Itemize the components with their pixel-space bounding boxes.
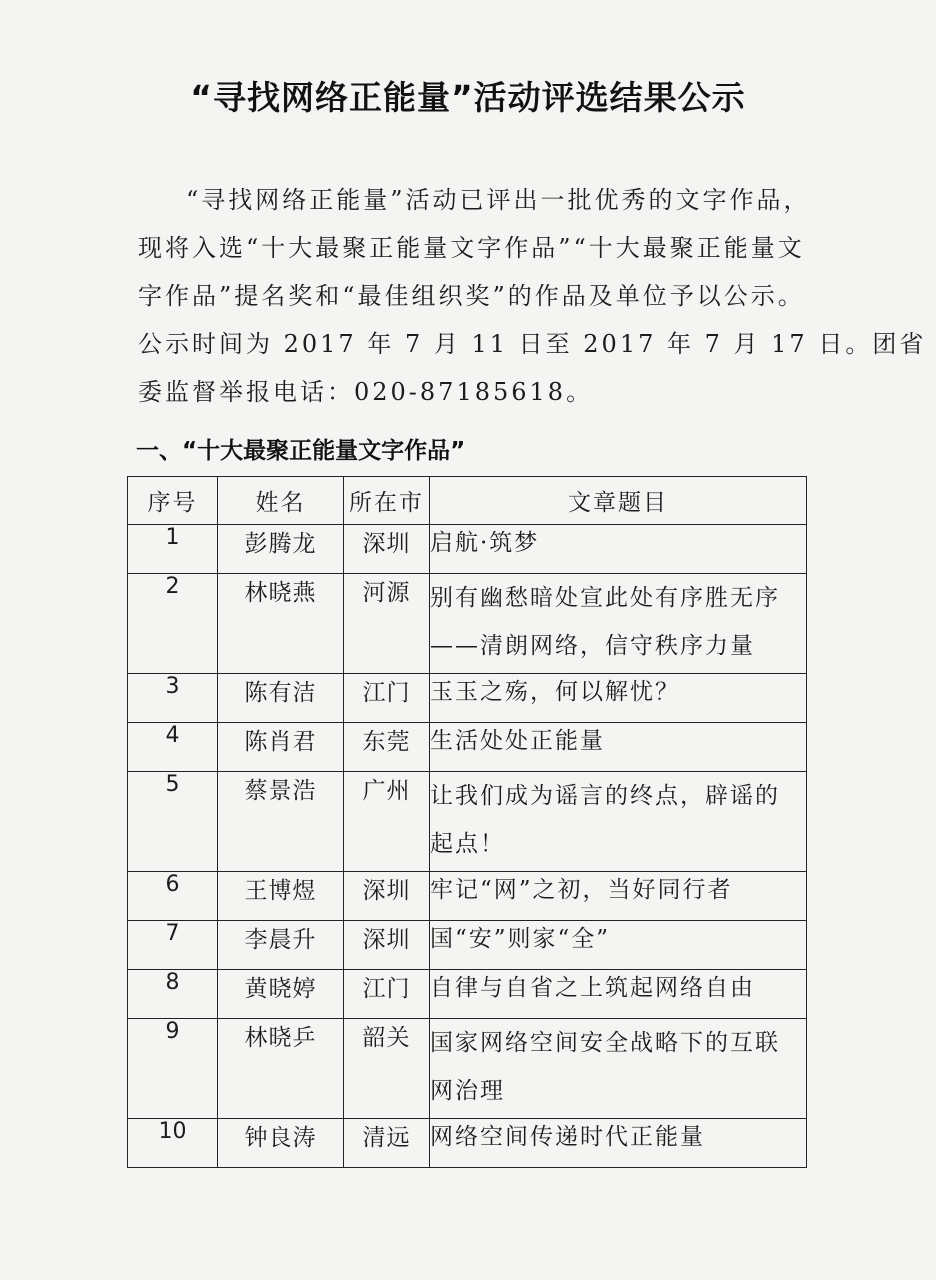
cell-name: 林晓乒 [218, 1019, 344, 1119]
table-row [128, 1119, 807, 1168]
cell-city: 江门 [344, 674, 430, 723]
title-line: 国家网络空间安全战略下的互联 [430, 1030, 780, 1056]
cell-title [430, 574, 807, 674]
cell-no: 10 [128, 1119, 218, 1168]
cell-name: 彭腾龙 [218, 525, 344, 574]
table-row [128, 674, 807, 723]
cell-title [430, 872, 807, 921]
cell-name: 李晨升 [218, 921, 344, 970]
cell-city: 深圳 [344, 872, 430, 921]
title-line: 起点！ [430, 831, 505, 857]
intro-line: 字作品”提名奖和“最佳组织奖”的作品及单位予以公示。 [138, 282, 805, 310]
table-row [128, 872, 807, 921]
title-line: 启航·筑梦 [430, 530, 540, 556]
title-line: 牢记“网”之初，当好同行者 [430, 877, 733, 903]
table-row [128, 723, 807, 772]
cell-name: 陈肖君 [218, 723, 344, 772]
cell-title [430, 1119, 807, 1168]
title-line: 生活处处正能量 [430, 728, 605, 754]
cell-title [430, 723, 807, 772]
cell-name: 黄晓婷 [218, 970, 344, 1019]
cell-name: 钟良涛 [218, 1119, 344, 1168]
works-table [127, 476, 807, 1168]
cell-city: 江门 [344, 970, 430, 1019]
cell-no: 3 [128, 674, 218, 723]
cell-title [430, 970, 807, 1019]
table-row [128, 970, 807, 1019]
cell-no: 1 [128, 525, 218, 574]
title-line: 自律与自省之上筑起网络自由 [430, 975, 755, 1001]
cell-name: 陈有洁 [218, 674, 344, 723]
title-line: 让我们成为谣言的终点，辟谣的 [430, 783, 780, 809]
cell-no: 5 [128, 772, 218, 872]
cell-city: 清远 [344, 1119, 430, 1168]
table-header-row [128, 477, 807, 525]
title-line: ——清朗网络，信守秩序力量 [430, 633, 755, 659]
table-row [128, 574, 807, 674]
cell-no: 7 [128, 921, 218, 970]
cell-name: 蔡景浩 [218, 772, 344, 872]
title-line: 玉玉之殇，何以解忧？ [430, 679, 680, 705]
cell-name: 林晓燕 [218, 574, 344, 674]
title-line: 别有幽愁暗处宣此处有序胜无序 [430, 585, 780, 611]
cell-no: 2 [128, 574, 218, 674]
cell-title [430, 674, 807, 723]
intro-line: “寻找网络正能量”活动已评出一批优秀的文字作品， [186, 186, 811, 214]
cell-city: 河源 [344, 574, 430, 674]
cell-name: 王博煜 [218, 872, 344, 921]
header-name: 姓名 [218, 477, 344, 525]
header-no: 序号 [128, 477, 218, 525]
title-line: 网络空间传递时代正能量 [430, 1124, 705, 1150]
document-title: “寻找网络正能量”活动评选结果公示 [190, 78, 746, 117]
table-row [128, 921, 807, 970]
title-line: 网治理 [430, 1078, 505, 1104]
cell-title [430, 772, 807, 872]
table-row [128, 525, 807, 574]
table-row [128, 772, 807, 872]
table-row [128, 1019, 807, 1119]
cell-city: 韶关 [344, 1019, 430, 1119]
cell-city: 广州 [344, 772, 430, 872]
cell-title [430, 1019, 807, 1119]
cell-no: 9 [128, 1019, 218, 1119]
cell-title [430, 525, 807, 574]
header-title: 文章题目 [430, 477, 807, 525]
intro-paragraph [138, 176, 927, 416]
title-line: 国“安”则家“全” [430, 926, 611, 952]
cell-city: 深圳 [344, 525, 430, 574]
cell-city: 东莞 [344, 723, 430, 772]
cell-no: 4 [128, 723, 218, 772]
header-city: 所在市 [344, 477, 430, 525]
intro-line: 公示时间为 2017 年 7 月 11 日至 2017 年 7 月 17 日。团省 [138, 330, 927, 358]
intro-line: 现将入选“十大最聚正能量文字作品”“十大最聚正能量文 [138, 234, 805, 262]
intro-line: 委监督举报电话：020-87185618。 [138, 378, 594, 406]
section-heading: 一、“十大最聚正能量文字作品” [136, 438, 466, 464]
works-table-body [128, 525, 807, 1168]
cell-no: 8 [128, 970, 218, 1019]
cell-no: 6 [128, 872, 218, 921]
cell-title [430, 921, 807, 970]
cell-city: 深圳 [344, 921, 430, 970]
